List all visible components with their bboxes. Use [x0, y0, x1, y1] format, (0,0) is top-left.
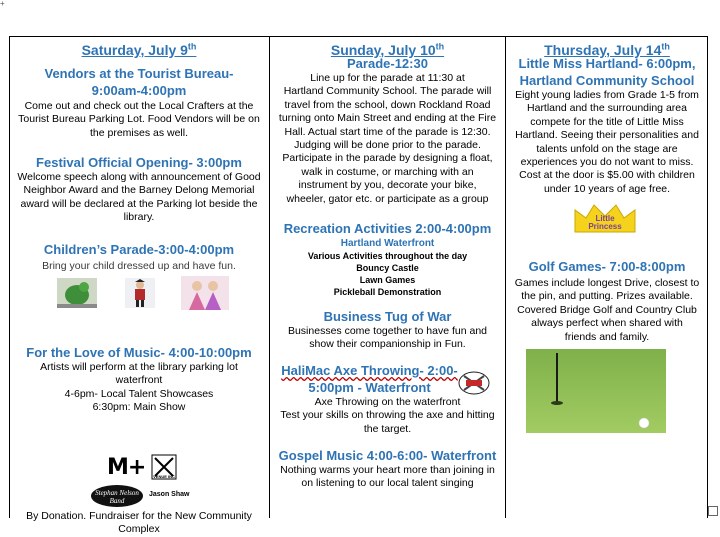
text-line: Test your skills on throwing the axe and hitting	[280, 409, 495, 422]
svg-text:Princess: Princess	[588, 222, 622, 231]
little-miss-title-line-2: Hartland Community School	[519, 73, 695, 88]
recreation-activities	[274, 250, 501, 298]
vendors-title-line-2: 9:00am-4:00pm	[91, 83, 187, 98]
little-miss-event	[506, 55, 708, 196]
tug-of-war-event	[270, 308, 505, 352]
music-event	[9, 344, 269, 415]
text-line: Artists will perform at the library parking lot	[40, 361, 238, 373]
sunday-column	[269, 36, 505, 518]
childrens-parade-title: Children’s Parade-3:00-4:00pm	[43, 242, 235, 257]
text-line: show their companionship in Fun.	[309, 338, 466, 351]
little-princess-logo	[572, 202, 638, 236]
axe-throwing-description	[270, 396, 505, 436]
text-line: Eight young ladies from Grade 1-5 from	[515, 89, 699, 101]
tug-of-war-description	[274, 325, 501, 352]
text-line: walk in costume, or marching with an	[301, 165, 474, 178]
gospel-music-event	[270, 447, 505, 491]
text-line: instrument by you, decorate your bike,	[298, 179, 477, 192]
text-line: Welcome speech along with announcement of Good	[17, 171, 261, 183]
saturday-column	[9, 36, 269, 536]
golf-games-event	[506, 258, 708, 344]
axe-throwing-logo	[458, 370, 490, 396]
vendors-title-line-1: Vendors at the Tourist Bureau-	[44, 66, 234, 81]
text-line: Hall. Actual start time of the parade is 12:30.	[284, 125, 491, 138]
text-line: Participate in the parade by designing a float,	[282, 152, 493, 165]
golf-games-description	[510, 277, 704, 344]
opening-title: Festival Official Opening- 3:00pm	[36, 155, 242, 170]
table-move-handle-icon[interactable]: +	[0, 0, 5, 8]
text-line: Line up for the parade at 11:30 at	[310, 72, 465, 84]
text-line: Hartland Community School. The parade will	[283, 85, 492, 98]
recreation-title: Recreation Activities 2:00-4:00pm	[283, 221, 492, 236]
text-line: Come out and check out the Local Crafters at the	[24, 100, 254, 112]
donation-note	[9, 510, 269, 537]
text-line: Hartland and the surrounding area	[527, 102, 687, 115]
text-line: experiences you do not want to miss.	[520, 156, 694, 169]
m-plus-logo: M+	[107, 455, 146, 480]
jason-shaw-logo: Jason Shaw	[149, 491, 190, 498]
axe-throwing-title-line-2: 5:00pm - Waterfront	[308, 380, 431, 395]
sunday-day-title: Sunday, July 10th	[330, 41, 445, 58]
golf-games-title: Golf Games- 7:00-8:00pm	[528, 259, 686, 274]
thursday-column	[505, 36, 708, 518]
opening-event	[9, 154, 269, 225]
text-line: By Donation. Fundraiser for the New Community	[26, 510, 252, 522]
text-line: travel from the school, down Rockland Road	[284, 98, 491, 111]
tug-of-war-title: Business Tug of War	[323, 309, 452, 324]
axe-throwing-title-line-1: HaliMac Axe Throwing- 2:00-	[281, 363, 458, 378]
text-line: Covered Bridge Golf and Country Club	[517, 303, 697, 316]
text-line: friends and family.	[564, 330, 650, 343]
text-line: Games include longest Drive, closest to	[514, 277, 700, 289]
pirate-costume-photo	[125, 278, 155, 308]
venue-logo	[151, 454, 177, 480]
music-description	[13, 361, 265, 415]
svg-text:VENUE INC: VENUE INC	[153, 474, 175, 479]
text-line: on listening to our local talent singing	[301, 477, 474, 490]
text-line: always perfect when shared with	[531, 317, 683, 330]
recreation-location: Hartland Waterfront	[340, 238, 435, 249]
text-line: Nothing warms your heart more than joining in	[280, 464, 495, 476]
text-line: 4-6pm- Local Talent Showcases	[64, 387, 214, 400]
recreation-event	[270, 220, 505, 298]
vendors-description	[13, 100, 265, 140]
childrens-parade-event	[9, 241, 269, 273]
childrens-parade-description: Bring your child dressed up and have fun.	[42, 260, 236, 272]
text-line: Businesses come together to have fun and	[287, 325, 488, 337]
saturday-day-title: Saturday, July 9th	[81, 41, 197, 58]
text-line: talents unfold on the stage are	[536, 142, 678, 155]
text-line: compete for the title of Little Miss	[530, 115, 684, 128]
text-line: turning onto Main Street and ending at the Fire	[278, 112, 497, 125]
text-line: Hartland. Seeing their personalities and	[515, 129, 699, 142]
little-miss-description	[510, 89, 704, 196]
text-line: waterfront	[115, 374, 163, 387]
text-line: under 10 years of age free.	[543, 182, 671, 195]
gospel-music-description	[274, 464, 501, 491]
thursday-day-title: Thursday, July 14th	[544, 41, 670, 58]
princess-costume-photo	[181, 276, 229, 310]
gospel-music-title: Gospel Music 4:00-6:00- Waterfront	[278, 448, 497, 463]
text-line: Complex	[118, 523, 160, 536]
text-line: Axe Throwing on the waterfront	[314, 396, 461, 408]
parade-description	[274, 72, 501, 206]
list-item: Lawn Games	[359, 275, 416, 285]
text-line: Cost at the door is $5.00 with children	[519, 169, 695, 182]
list-item: Pickleball Demonstration	[333, 287, 442, 297]
text-line: the target.	[363, 422, 412, 435]
svg-text:Little: Little	[595, 214, 615, 223]
golf-course-photo	[526, 349, 666, 433]
stephan-nelson-band-logo: Stephan Nelson Band	[91, 485, 143, 507]
text-line: wheeler, gator etc. or participate as a group	[286, 192, 489, 205]
dinosaur-costume-photo	[57, 278, 97, 308]
music-title: For the Love of Music- 4:00-10:00pm	[26, 345, 252, 360]
parade-event	[270, 55, 505, 206]
text-line: library.	[123, 211, 155, 224]
resize-handle[interactable]	[708, 506, 718, 516]
text-line: award will be declared at the Parking lot beside the	[20, 197, 258, 210]
text-line: the pin, and putting. Prizes available.	[521, 290, 693, 303]
parade-title: Parade-12:30	[347, 56, 428, 71]
little-miss-title-line-1: Little Miss Hartland- 6:00pm,	[518, 56, 696, 71]
text-line: Tourist Bureau Parking Lot. Food Vendors will be on	[18, 113, 260, 126]
opening-description	[13, 171, 265, 225]
saturday-heading	[9, 38, 269, 60]
vendors-event	[9, 65, 269, 140]
list-item: Various Activities throughout the day	[307, 251, 468, 261]
list-item: Bouncy Castle	[356, 263, 419, 273]
text-line: the premises as well.	[89, 126, 189, 139]
text-line: 6:30pm: Main Show	[92, 401, 186, 414]
text-line: Neighbor Award and the Barney Delong Memorial	[23, 184, 255, 197]
text-line: Judging will be done prior to the parade.	[294, 139, 481, 152]
